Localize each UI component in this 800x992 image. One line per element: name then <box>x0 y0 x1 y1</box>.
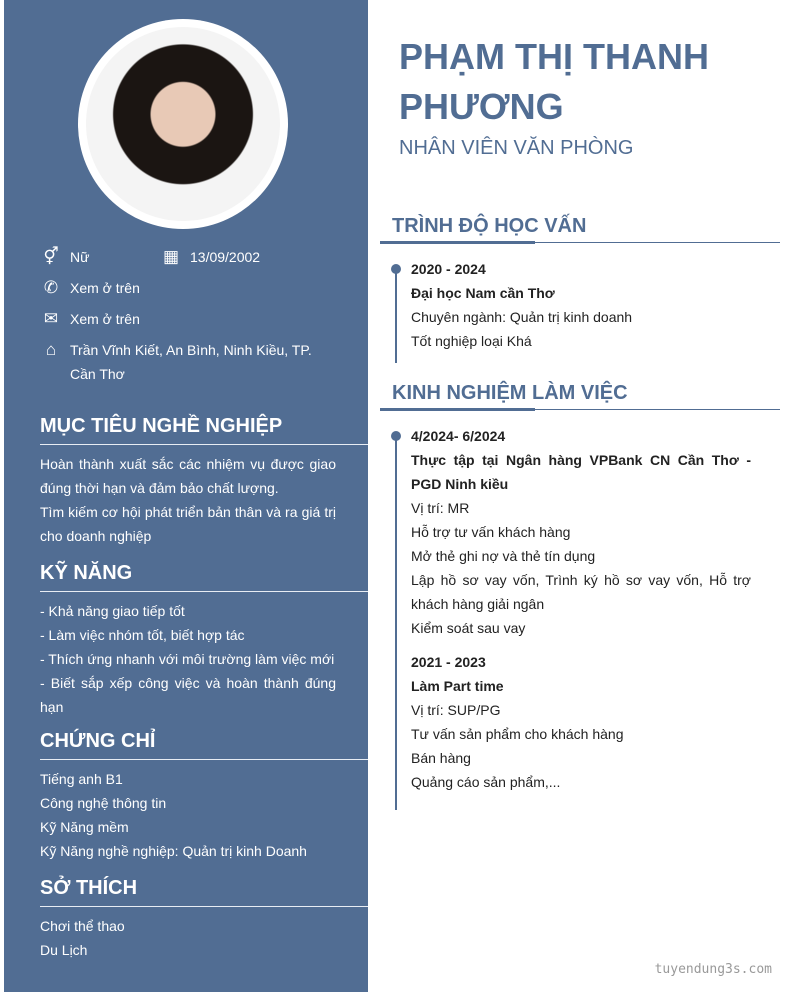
hobbies-list: Chơi thể thao Du Lịch <box>40 918 125 958</box>
calendar-icon: ▦ <box>162 247 180 266</box>
job-title: NHÂN VIÊN VĂN PHÒNG <box>399 137 634 159</box>
experience-entry: 2021 - 2023 Làm Part time Vị trí: SUP/PG Tư vấn sản phẩm cho khách hàng Bán hàng Quảng cáo sản phẩm,... <box>411 654 624 790</box>
sidebar: ⚥ Nữ ▦ 13/09/2002 ✆ Xem ở trên ✉ Xem ở trên ⌂ Trần Vĩnh Kiết, An Bình, Ninh Kiều, TP. Cần Thơ MỤC TIÊU NGHỀ NGHIỆP Hoàn thành xuất sắc các nhiệm vụ được giao đúng thời hạn và đảm bảo chất lượng. Tìm kiếm cơ hội phát triển bản thân và ra giá trị cho doanh nghiệp KỸ NĂNG - Khả năng giao tiếp tốt - Làm việc nhóm tốt, biết hợp tác - Thích ứng nhanh với môi trường làm việc mới - Biết sắp xếp công việc và hoàn thành đúng hạn CHỨNG CHỈ Tiếng anh B1 Công nghệ thông tin Kỹ Năng mềm Kỹ Năng nghề nghiệp: Quản trị kinh Doanh SỞ THÍCH Chơi thể thao Du Lịch <box>4 0 368 992</box>
phone-icon: ✆ <box>43 278 59 297</box>
skills-list: - Khả năng giao tiếp tốt - Làm việc nhóm tốt, biết hợp tác - Thích ứng nhanh với môi trường làm việc mới - Biết sắp xếp công việc và hoàn thành đúng hạn <box>40 603 336 715</box>
gender-icon: ⚥ <box>43 247 59 266</box>
objective-heading: MỤC TIÊU NGHỀ NGHIỆP <box>40 415 368 445</box>
certificates-list: Tiếng anh B1 Công nghệ thông tin Kỹ Năng mềm Kỹ Năng nghề nghiệp: Quản trị kinh Doanh <box>40 771 307 859</box>
hobbies-heading: SỞ THÍCH <box>40 877 368 907</box>
experience-heading: KINH NGHIỆM LÀM VIỆC <box>380 382 780 410</box>
experience-entry: 4/2024- 6/2024 Thực tập tại Ngân hàng VPBank CN Cần Thơ - PGD Ninh kiều Vị trí: MR Hỗ trợ tư vấn khách hàng Mở thẻ ghi nợ và thẻ tín dụng Lập hồ sơ vay vốn, Trình ký hồ sơ vay vốn, Hỗ trợ khách hàng giải ngân Kiểm soát sau vay <box>411 428 751 636</box>
home-icon: ⌂ <box>45 340 57 359</box>
timeline-line <box>395 435 397 810</box>
certificates-heading: CHỨNG CHỈ <box>40 730 368 760</box>
watermark: tuyendung3s.com <box>654 962 772 977</box>
profile-photo <box>78 19 288 229</box>
education-entry: 2020 - 2024 Đại học Nam cần Thơ Chuyên ngành: Quản trị kinh doanh Tốt nghiệp loại Khá <box>411 261 633 349</box>
education-heading: TRÌNH ĐỘ HỌC VẤN <box>380 215 780 243</box>
timeline-line <box>395 268 397 363</box>
mail-icon: ✉ <box>43 309 59 328</box>
candidate-name: PHẠM THỊ THANH PHƯƠNG <box>399 36 709 127</box>
objective-text: Hoàn thành xuất sắc các nhiệm vụ được giao đúng thời hạn và đảm bảo chất lượng. Tìm kiếm cơ hội phát triển bản thân và ra giá trị cho doanh nghiệp <box>40 456 336 544</box>
skills-heading: KỸ NĂNG <box>40 562 368 592</box>
